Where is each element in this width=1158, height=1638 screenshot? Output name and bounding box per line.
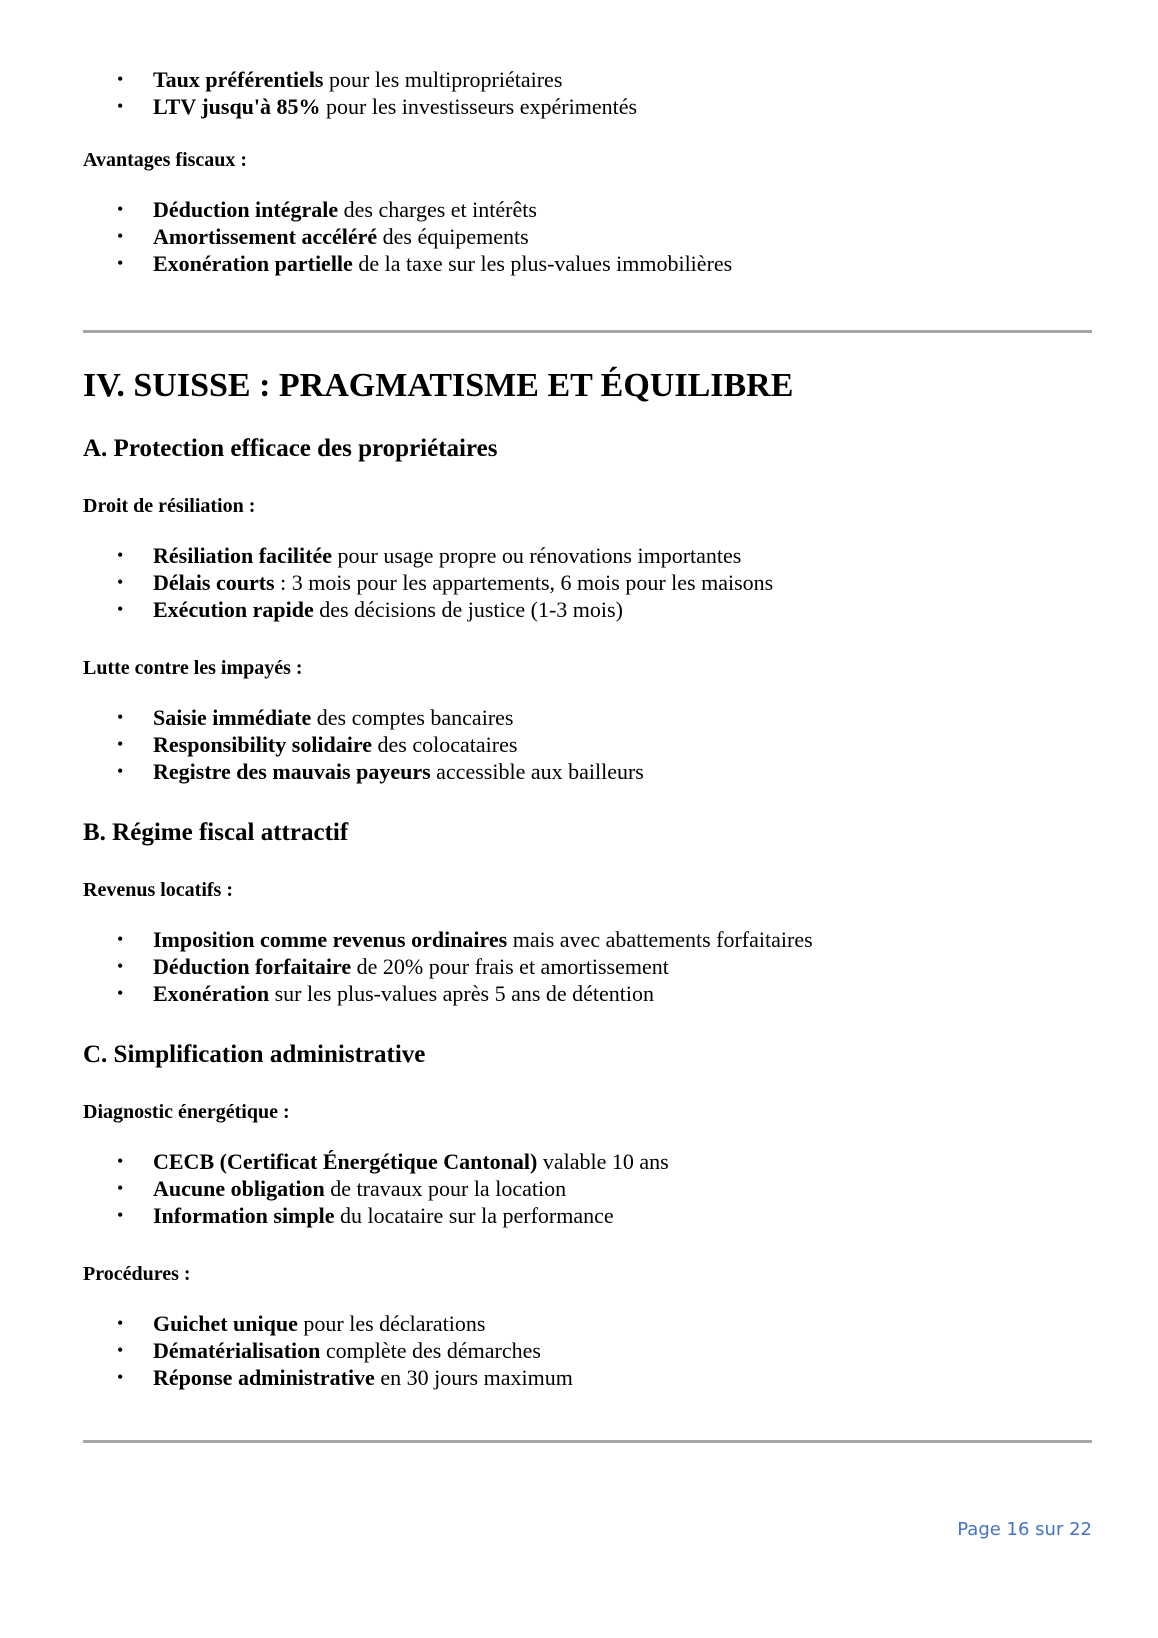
bullet-icon: • bbox=[117, 253, 124, 273]
list-item: • Déduction forfaitaire de 20% pour frais et amortissement bbox=[117, 954, 669, 979]
list-item: • Déduction intégrale des charges et intérêts bbox=[117, 197, 537, 222]
bullet-icon: • bbox=[117, 1313, 124, 1333]
diagnostic-energetique-label: Diagnostic énergétique : bbox=[83, 1101, 290, 1123]
avantages-fiscaux-list bbox=[0, 196, 732, 277]
avantages-fiscaux-label: Avantages fiscaux : bbox=[83, 149, 248, 171]
bullet-icon: • bbox=[117, 1178, 124, 1198]
horizontal-rule bbox=[83, 330, 1092, 333]
horizontal-rule bbox=[83, 1440, 1092, 1443]
bullet-icon: • bbox=[117, 734, 124, 754]
bullet-icon: • bbox=[117, 1367, 124, 1387]
list-item: • Réponse administrative en 30 jours maximum bbox=[117, 1365, 573, 1390]
subsection-title-c: C. Simplification administrative bbox=[83, 1041, 426, 1068]
lutte-impayes-list bbox=[0, 704, 644, 785]
page-number: Page 16 sur 22 bbox=[957, 1519, 1092, 1540]
list-item: • Exécution rapide des décisions de justice (1-3 mois) bbox=[117, 597, 623, 622]
bullet-icon: • bbox=[117, 707, 124, 727]
bullet-icon: • bbox=[117, 1151, 124, 1171]
list-item: • Guichet unique pour les déclarations bbox=[117, 1311, 486, 1336]
bullet-icon: • bbox=[117, 69, 124, 89]
bullet-icon: • bbox=[117, 983, 124, 1003]
list-item: • Saisie immédiate des comptes bancaires bbox=[117, 705, 514, 730]
bullet-icon: • bbox=[117, 599, 124, 619]
section-title: IV. SUISSE : PRAGMATISME ET ÉQUILIBRE bbox=[83, 367, 794, 404]
bullet-icon: • bbox=[117, 761, 124, 781]
subsection-title-b: B. Régime fiscal attractif bbox=[83, 819, 349, 846]
droit-resiliation-label: Droit de résiliation : bbox=[83, 495, 256, 517]
diagnostic-energetique-list bbox=[0, 1148, 669, 1229]
subsection-title-a: A. Protection efficace des propriétaires bbox=[83, 435, 498, 462]
bullet-icon: • bbox=[117, 199, 124, 219]
bullet-icon: • bbox=[117, 96, 124, 116]
list-item: • LTV jusqu'à 85% pour les investisseurs expérimentés bbox=[117, 94, 638, 119]
list-item: • Résiliation facilitée pour usage propre ou rénovations importantes bbox=[117, 543, 742, 568]
list-item: • Imposition comme revenus ordinaires mais avec abattements forfaitaires bbox=[117, 927, 813, 952]
preferential-rates-list bbox=[0, 66, 637, 120]
droit-resiliation-list bbox=[0, 542, 773, 623]
list-item: • Aucune obligation de travaux pour la location bbox=[117, 1176, 567, 1201]
bullet-icon: • bbox=[117, 1205, 124, 1225]
bullet-icon: • bbox=[117, 572, 124, 592]
bullet-icon: • bbox=[117, 929, 124, 949]
bullet-icon: • bbox=[117, 956, 124, 976]
bullet-icon: • bbox=[117, 545, 124, 565]
bullet-icon: • bbox=[117, 1340, 124, 1360]
lutte-impayes-label: Lutte contre les impayés : bbox=[83, 657, 303, 679]
list-item: • Responsibility solidaire des colocataires bbox=[117, 732, 518, 757]
revenus-locatifs-list bbox=[0, 926, 813, 1007]
list-item: • Délais courts : 3 mois pour les appartements, 6 mois pour les maisons bbox=[117, 570, 774, 595]
list-item: • Amortissement accéléré des équipements bbox=[117, 224, 529, 249]
list-item: • Exonération partielle de la taxe sur les plus-values immobilières bbox=[117, 251, 733, 276]
list-item: • Registre des mauvais payeurs accessible aux bailleurs bbox=[117, 759, 644, 784]
list-item: • Dématérialisation complète des démarches bbox=[117, 1338, 541, 1363]
list-item: • Taux préférentiels pour les multipropriétaires bbox=[117, 67, 563, 92]
revenus-locatifs-label: Revenus locatifs : bbox=[83, 879, 233, 901]
procedures-label: Procédures : bbox=[83, 1263, 191, 1285]
procedures-list bbox=[0, 1310, 573, 1391]
list-item: • Information simple du locataire sur la performance bbox=[117, 1203, 614, 1228]
bullet-icon: • bbox=[117, 226, 124, 246]
list-item: • CECB (Certificat Énergétique Cantonal) valable 10 ans bbox=[117, 1149, 669, 1174]
list-item: • Exonération sur les plus-values après 5 ans de détention bbox=[117, 981, 655, 1006]
